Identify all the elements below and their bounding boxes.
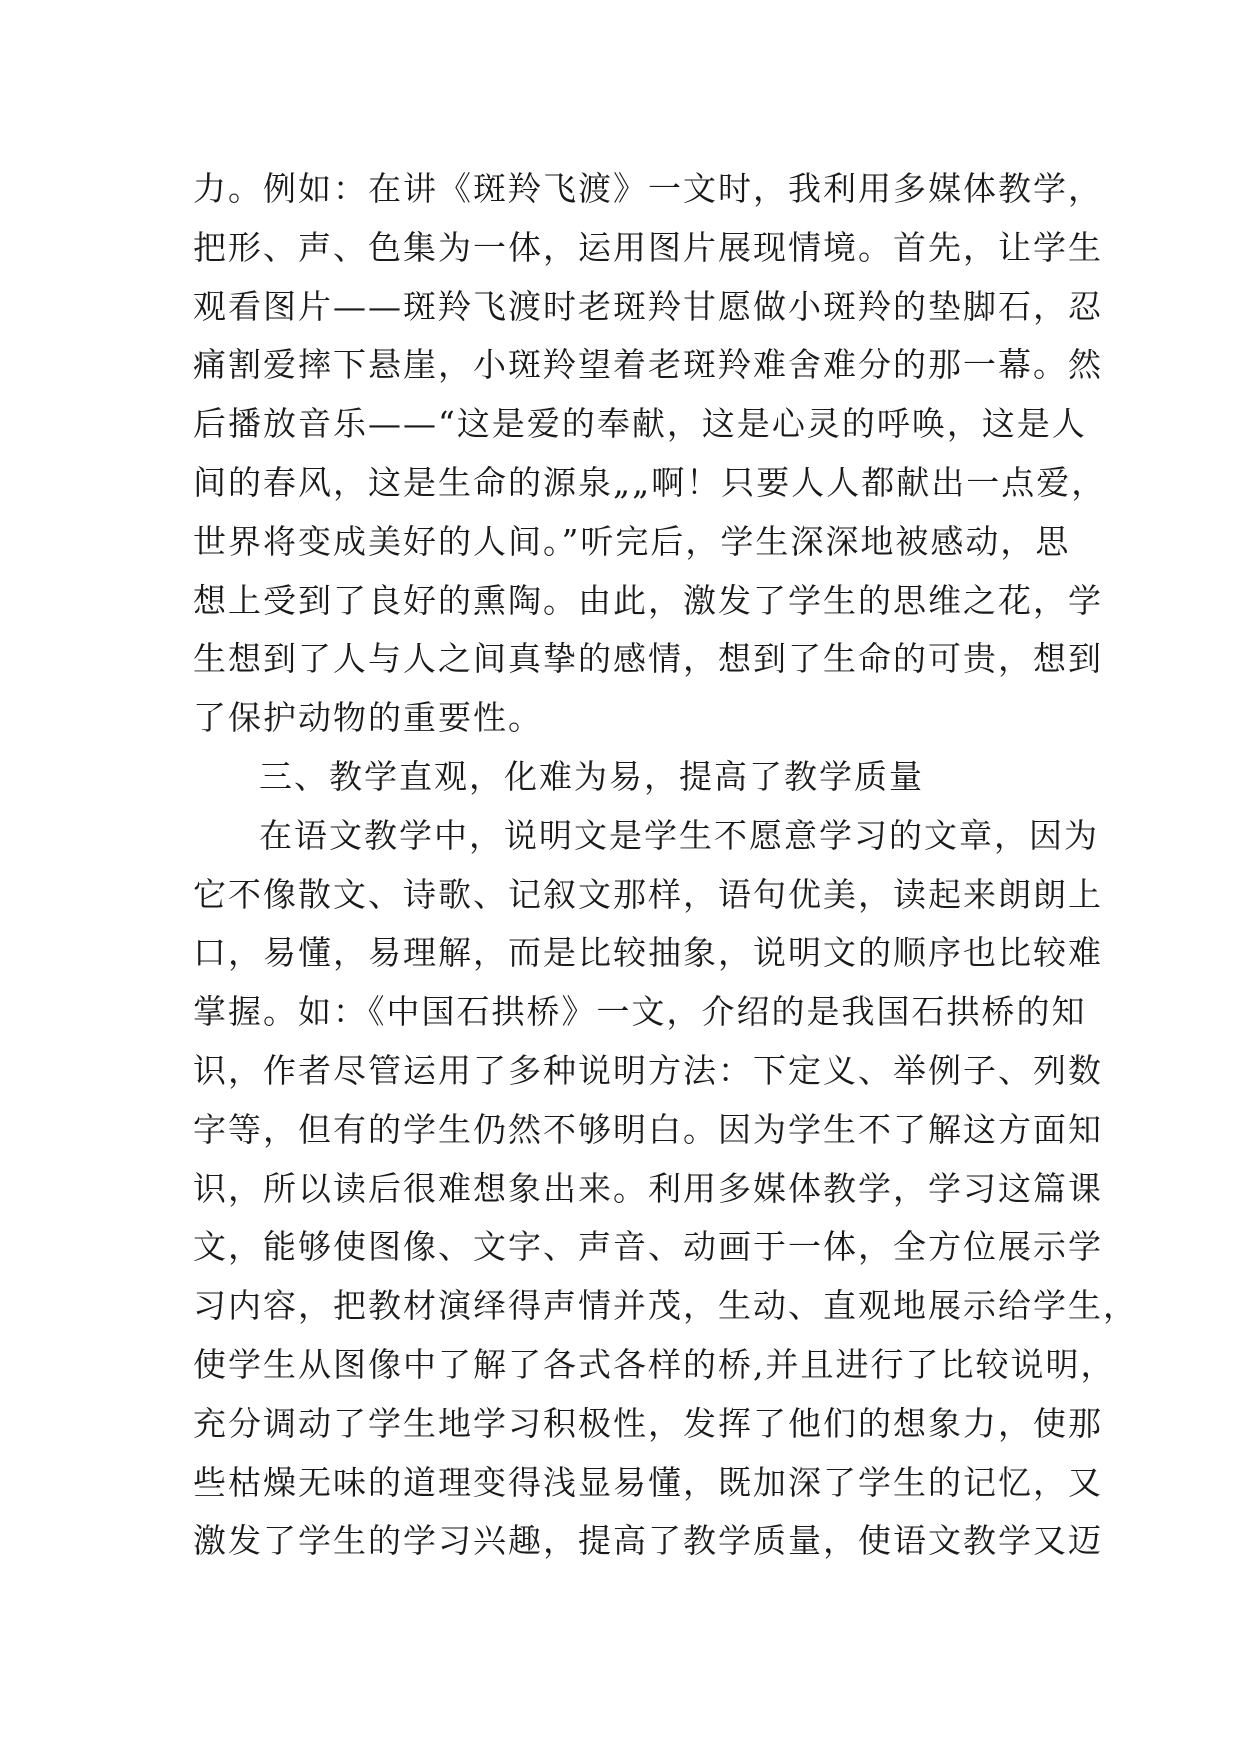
text-line: 识，作者尽管运用了多种说明方法：下定义、举例子、列数 — [193, 1050, 1103, 1090]
text-line: 掌握。如：《中国石拱桥》一文，介绍的是我国石拱桥的知 — [193, 992, 1087, 1032]
text-line: 生想到了人与人之间真挚的感情，想到了生命的可贵，想到 — [193, 639, 1103, 679]
text-line: 识，所以读后很难想象出来。利用多媒体教学，学习这篇课 — [193, 1168, 1103, 1208]
text-line: 文，能够使图像、文字、声音、动画于一体，全方位展示学 — [193, 1227, 1103, 1267]
text-line: 了保护动物的重要性。 — [193, 698, 543, 738]
text-line: 激发了学生的学习兴趣，提高了教学质量，使语文教学又迈 — [193, 1521, 1103, 1561]
text-line: 使学生从图像中了解了各式各样的桥,并且进行了比较说明， — [193, 1344, 1116, 1384]
text-line: 充分调动了学生地学习积极性，发挥了他们的想象力，使那 — [193, 1403, 1103, 1443]
text-line: 在语文教学中，说明文是学生不愿意学习的文章，因为 — [259, 815, 1099, 855]
text-line: 些枯燥无味的道理变得浅显易懂，既加深了学生的记忆，又 — [193, 1462, 1103, 1502]
text-line: 后播放音乐——“这是爱的奉献，这是心灵的呼唤，这是人 — [193, 404, 1087, 444]
body-text — [193, 160, 1138, 1571]
text-line: 痛割爱摔下悬崖，小斑羚望着老斑羚难舍难分的那一幕。然 — [193, 345, 1103, 385]
text-line: 它不像散文、诗歌、记叙文那样，语句优美，读起来朗朗上 — [193, 874, 1103, 914]
text-line: 观看图片——斑羚飞渡时老斑羚甘愿做小斑羚的垫脚石，忍 — [193, 286, 1103, 326]
text-line: 把形、声、色集为一体，运用图片展现情境。首先，让学生 — [193, 227, 1103, 267]
text-line: 字等，但有的学生仍然不够明白。因为学生不了解这方面知 — [193, 1109, 1103, 1149]
text-line: 世界将变成美好的人间。”听完后，学生深深地被感动，思 — [193, 521, 1071, 561]
text-line: 口，易懂，易理解，而是比较抽象，说明文的顺序也比较难 — [193, 933, 1103, 973]
section-heading: 三、教学直观，化难为易，提高了教学质量 — [259, 756, 924, 796]
text-line: 间的春风，这是生命的源泉„„啊！只要人人都献出一点爱， — [193, 462, 1107, 502]
text-line: 想上受到了良好的熏陶。由此，激发了学生的思维之花，学 — [193, 580, 1103, 620]
text-line: 习内容，把教材演绎得声情并茂，生动、直观地展示给学生， — [193, 1286, 1138, 1326]
text-line: 力。例如：在讲《斑羚飞渡》一文时，我利用多媒体教学， — [193, 169, 1103, 208]
